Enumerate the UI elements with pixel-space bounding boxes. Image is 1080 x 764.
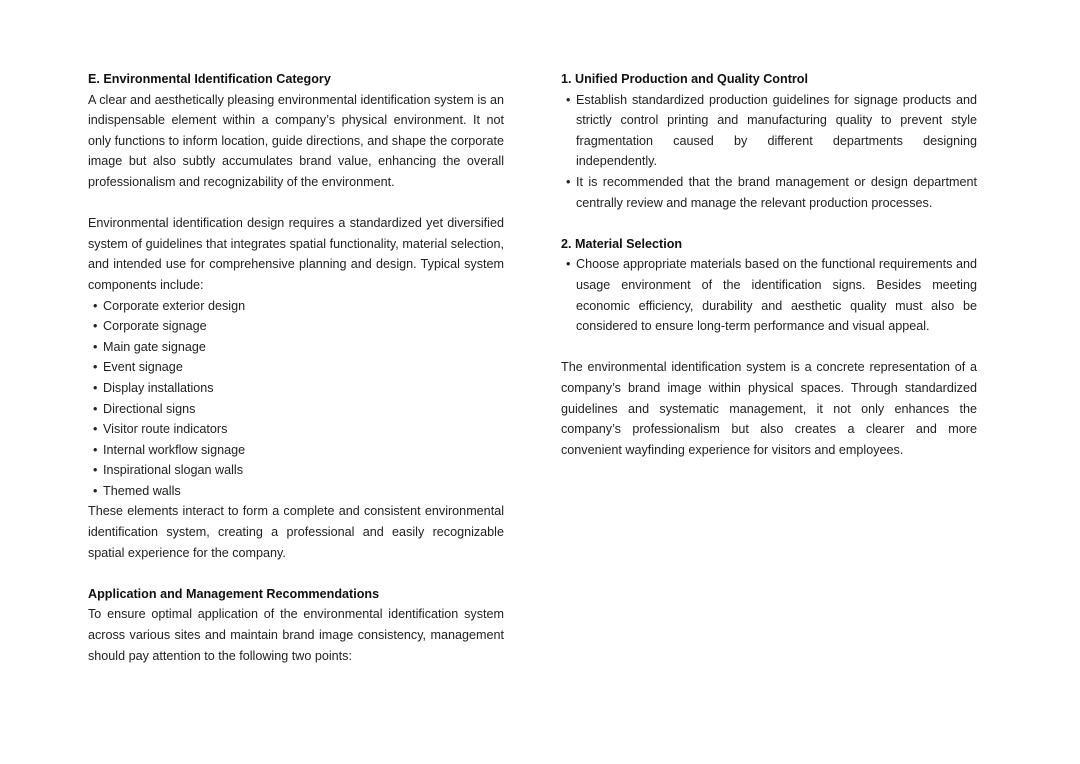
list-item: • Corporate exterior design <box>88 296 504 317</box>
section-e-paragraph-3: These elements interact to form a complete and consistent environmental identification system, creating a professional and easily recognizable spatial experience for the company. <box>88 504 504 560</box>
spacer <box>561 337 977 358</box>
section-e-paragraph-2: Environmental identification design requires a standardized yet diversified system of guidelines that integrates spatial functionality, material selection, and intended use for comprehensive planning and design. Typical system components include: <box>88 216 504 292</box>
point-2-list <box>561 254 977 336</box>
list-item: • Visitor route indicators <box>88 419 504 440</box>
list-item: • Directional signs <box>88 399 504 420</box>
section-e-title: E. Environmental Identification Category <box>88 72 331 86</box>
point-1-title: 1. Unified Production and Quality Control <box>561 72 808 86</box>
section-e-paragraph-1: A clear and aesthetically pleasing environmental identification system is an indispensable element within a company’s physical environment. It not only functions to inform location, guide directions, and shape the corporate image but also subtly accumulates brand value, enhancing the overall professionalism and recognizability of the environment. <box>88 92 504 189</box>
point-1-list <box>561 90 977 214</box>
list-item: • Event signage <box>88 357 504 378</box>
spacer <box>561 213 977 234</box>
right-column <box>561 69 977 460</box>
list-item: • Corporate signage <box>88 316 504 337</box>
list-item: • Main gate signage <box>88 337 504 358</box>
list-item: • Internal workflow signage <box>88 440 504 461</box>
list-item: • Establish standardized production guidelines for signage products and strictly control printing and manufacturing quality to prevent style fragmentation caused by different departments designing independently. <box>561 90 977 172</box>
management-title: Application and Management Recommendations <box>88 586 380 601</box>
conclusion-paragraph: The environmental identification system is a concrete representation of a company’s brand image within physical spaces. Through standardized guidelines and systematic management, it not only enhances the company’s professionalism but also creates a clearer and more convenient wayfinding experience for visitors and employees. <box>561 360 977 457</box>
list-item: • It is recommended that the brand management or design department centrally review and manage the relevant production processes. <box>561 172 977 213</box>
spacer <box>88 193 504 214</box>
list-item: • Themed walls <box>88 481 504 502</box>
spacer <box>88 563 504 584</box>
list-item: • Choose appropriate materials based on the functional requirements and usage environment of the identification signs. Besides meeting economic efficiency, durability and aesthetic quality must also be considered to ensure long-term performance and visual appeal. <box>561 254 977 336</box>
left-column <box>88 69 504 666</box>
point-2-title: 2. Material Selection <box>561 236 683 251</box>
list-item: • Display installations <box>88 378 504 399</box>
list-item: • Inspirational slogan walls <box>88 460 504 481</box>
components-list <box>88 296 504 502</box>
management-paragraph: To ensure optimal application of the environmental identification system across various sites and maintain brand image consistency, management should pay attention to the following two points: <box>88 607 504 663</box>
